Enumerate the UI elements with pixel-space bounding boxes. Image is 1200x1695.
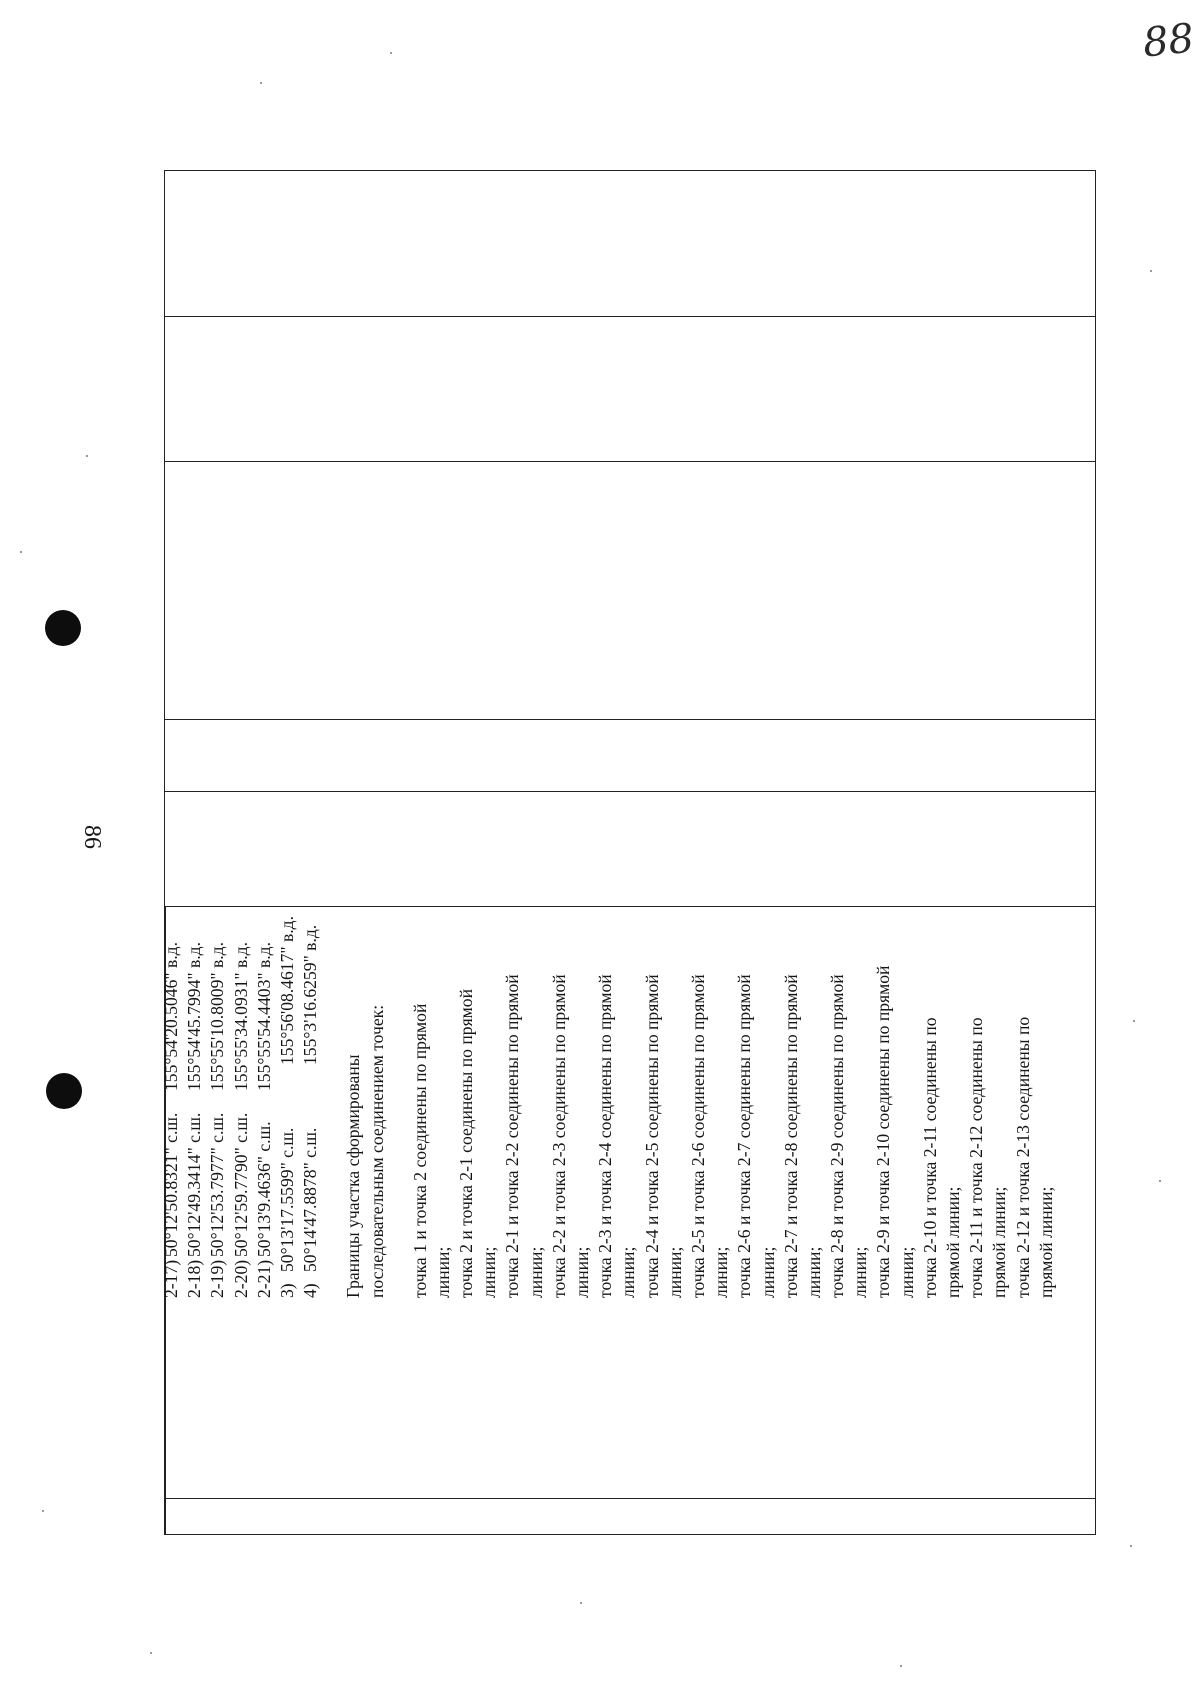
connection-line: линии; bbox=[850, 1246, 871, 1298]
boundary-text-block bbox=[160, 905, 1056, 1298]
coordinate-latitude: 50°12'59.7790" с.ш. bbox=[230, 1112, 251, 1257]
coordinate-longitude: 155°55'54.4403" в.д. bbox=[253, 941, 274, 1091]
coordinate-label: 2-21) bbox=[253, 1259, 274, 1298]
form-table bbox=[164, 170, 1096, 1535]
table-row-divider bbox=[165, 791, 1095, 792]
connection-line: прямой линии; bbox=[1035, 1186, 1056, 1298]
connection-line: точка 2-5 и точка 2-6 соединены по прямой bbox=[687, 974, 708, 1298]
coordinate-label: 4) bbox=[300, 1283, 321, 1298]
connection-line: линии; bbox=[711, 1246, 732, 1298]
table-row-divider bbox=[165, 1498, 1095, 1499]
coordinate-longitude: 155°56'08.4617" в.д. bbox=[276, 915, 297, 1065]
coordinate-label: 2-19) bbox=[207, 1259, 228, 1298]
boundary-heading bbox=[342, 905, 388, 1298]
punch-hole-top bbox=[45, 610, 81, 646]
punch-hole-bottom bbox=[46, 1073, 82, 1109]
connection-line: точка 2-7 и точка 2-8 соединены по прямой bbox=[780, 974, 801, 1298]
connection-line: точка 1 и точка 2 соединены по прямой bbox=[409, 1003, 430, 1298]
coordinate-latitude: 50°12'49.3414" с.ш. bbox=[184, 1112, 205, 1257]
table-row-divider bbox=[165, 719, 1095, 720]
connection-line: точка 2-6 и точка 2-7 соединены по прямой bbox=[734, 974, 755, 1298]
handwritten-sheet-number: 88 bbox=[1140, 15, 1197, 67]
coordinate-longitude: 155°3'16.6259" в.д. bbox=[300, 924, 321, 1065]
coordinate-longitude: 155°55'34.0931" в.д. bbox=[230, 941, 251, 1091]
coordinate-label: 2-17) bbox=[161, 1259, 181, 1298]
coordinate-label: 2-20) bbox=[230, 1259, 251, 1298]
coordinate-row bbox=[206, 905, 229, 1298]
connection-line: точка 2-1 и точка 2-2 соединены по прямой bbox=[502, 974, 523, 1298]
connection-line: точка 2-2 и точка 2-3 соединены по прямой bbox=[548, 974, 569, 1298]
coordinate-longitude: 155°54'45.7994" в.д. bbox=[184, 941, 205, 1091]
boundary-heading-line: последовательным соединением точек: bbox=[366, 1004, 387, 1298]
connection-line: точка 2-3 и точка 2-4 соединены по прямой bbox=[595, 974, 616, 1298]
connection-line: линии; bbox=[432, 1246, 453, 1298]
coordinate-row bbox=[230, 905, 253, 1298]
coordinate-label: 3) bbox=[276, 1283, 297, 1298]
connection-line: точка 2-10 и точка 2-11 соединены по bbox=[919, 1017, 940, 1298]
connection-line: линии; bbox=[757, 1246, 778, 1298]
coordinate-row bbox=[160, 905, 183, 1298]
page-number: 86 bbox=[79, 825, 105, 849]
connection-line: линии; bbox=[572, 1246, 592, 1298]
coordinate-longitude: 155°54'20.5046" в.д. bbox=[161, 941, 181, 1091]
coordinate-longitude: 155°55'10.8009" в.д. bbox=[207, 941, 228, 1091]
coordinate-latitude: 50°12'50.8321" с.ш. bbox=[161, 1112, 181, 1257]
connection-line: линии; bbox=[664, 1246, 685, 1298]
connection-line: линии; bbox=[896, 1246, 917, 1298]
connection-line: точка 2-12 и точка 2-13 соединены по bbox=[1012, 1016, 1033, 1298]
connection-line: прямой линии; bbox=[989, 1186, 1010, 1298]
connection-line: линии; bbox=[803, 1246, 824, 1298]
connection-line: точка 2-11 и точка 2-12 соединены по bbox=[966, 1017, 987, 1298]
coordinate-latitude: 50°13'9.4636" с.ш. bbox=[253, 1121, 274, 1257]
connection-line: точка 2-4 и точка 2-5 соединены по прямой bbox=[641, 974, 662, 1298]
connections-list bbox=[409, 905, 1058, 1298]
coordinate-latitude: 50°12'53.7977" с.ш. bbox=[207, 1112, 228, 1257]
table-row-divider bbox=[165, 461, 1095, 462]
connection-line: линии; bbox=[525, 1246, 546, 1298]
coordinate-row bbox=[299, 905, 322, 1298]
coordinate-row bbox=[253, 905, 276, 1298]
coordinate-row bbox=[183, 905, 206, 1298]
connection-line: точка 2-9 и точка 2-10 соединены по прямой bbox=[873, 965, 894, 1298]
connection-line: точка 2 и точка 2-1 соединены по прямой bbox=[456, 988, 477, 1298]
coordinates-list bbox=[160, 905, 322, 1298]
connection-line: линии; bbox=[618, 1246, 639, 1298]
table-row-divider bbox=[165, 316, 1095, 317]
coordinate-latitude: 50°13'17.5599" с.ш. bbox=[276, 1127, 297, 1272]
coordinate-label: 2-18) bbox=[184, 1259, 205, 1298]
coordinate-row bbox=[276, 905, 299, 1298]
boundary-heading-line: Границы участка сформированы bbox=[343, 1054, 364, 1298]
connection-line: точка 2-8 и точка 2-9 соединены по прямой bbox=[827, 974, 848, 1298]
coordinate-latitude: 50°14'47.8878" с.ш. bbox=[300, 1127, 321, 1272]
connection-line: линии; bbox=[479, 1246, 500, 1298]
connection-line: прямой линии; bbox=[943, 1186, 963, 1298]
